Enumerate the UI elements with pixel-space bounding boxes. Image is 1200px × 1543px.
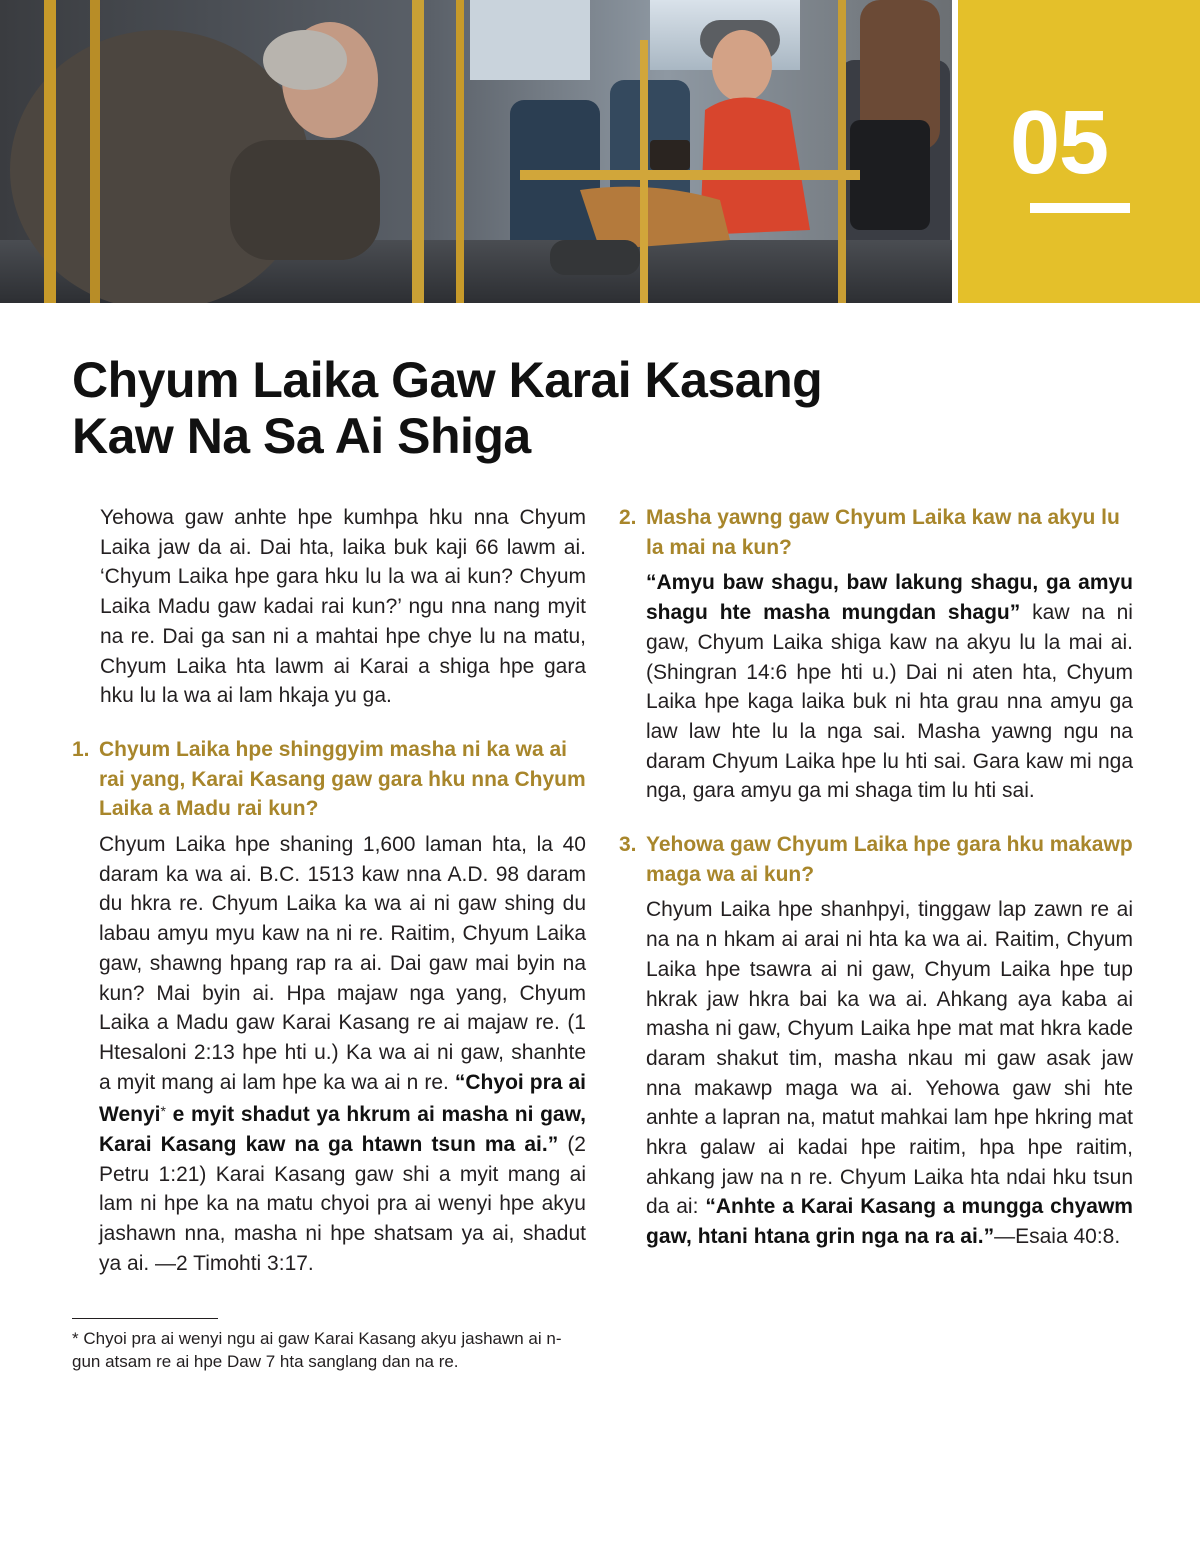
question-number: 1. — [72, 737, 90, 761]
lesson-number-underline — [1030, 203, 1130, 213]
right-column — [619, 503, 1133, 1252]
page-title — [72, 352, 952, 464]
intro-paragraph: Yehowa gaw anhte hpe kumhpa hku nna Chyum Laika jaw da ai. Dai hta, laika buk kaji 66 lawm ai. ‘Chyum Laika hpe gara hku lu la wa ai kun? Chyum Laika Madu gaw kadai rai kun?’ ngu nna nang myit na re. Dai ga san ni a mahtai hpe chye lu na matu, Chyum Laika hta lawm ai Karai a shiga hpe gara hku lu la wa ai lam hkaja yu ga. — [100, 506, 586, 708]
answer-text: Chyum Laika hpe shanhpyi, tinggaw lap zawn re ai na na n hkam ai arai ni hta ka wa ai. Raitim, Chyum Laika hpe tsawra ai ni gaw, Chyum Laika hpe tup hkrak jaw hkra bai ka wa ai. Ahkang aya kaba ai masha ni gaw, Chyum Laika hpe mat mat hkra kade daram shakut tim, masha nkau mi gaw asak jaw nna makawp maga wa ai. Yehowa gaw shi hte anhte a lapran na, matut mahkai lam hpe hkring mat hkra galaw ai kadai hpe raitim, hpa hpe raitim, ahkang jaw na n re. Chyum Laika hta ndai hku tsun da ai: — [646, 898, 1133, 1219]
answer-1 — [72, 830, 586, 1279]
footnote-mark: * — [72, 1329, 79, 1348]
answer-text: Chyum Laika hpe shaning 1,600 laman hta, la 40 daram ka wa ai. B.C. 1513 kaw nna A.D. 98 daram du hkra re. Chyum Laika ka wa ai ni gaw shing du labau amyu myu kaw na ni re. Raitim, Chyum Laika gaw, shawng hpang rap ra ai. Dai gaw mai byin na kun? Mai byin ai. Hpa majaw nga yang, Chyum Laika a Madu gaw Karai Kasang re ai majaw re. (1 Htesaloni 2:13 hpe hti u.) Ka wa ai ni gaw, shanhte a myit mang ai lam hpe ka wa ai n re. — [99, 833, 586, 1094]
left-column — [72, 503, 586, 1279]
footnote — [72, 1327, 587, 1373]
page-title-line2: Kaw Na Sa Ai Shiga — [72, 408, 531, 464]
question-text: Chyum Laika hpe shinggyim masha ni ka wa ai rai yang, Karai Kasang gaw gara hku nna Chyum Laika a Madu rai kun? — [99, 737, 586, 821]
question-number: 3. — [619, 833, 637, 857]
footnote-divider — [72, 1318, 218, 1319]
answer-text-cont: (2 Petru 1:21) Karai Kasang gaw shi a myit mang ai lam ni hpe ka na matu chyoi pra ai wenyi hpe akyu jashawn nna, masha ni hpe shatsam ya ai, shadut ya ai. —2 Timohti 3:17. — [99, 1133, 586, 1275]
footnote-mark: * — [160, 1103, 166, 1120]
answer-citation: —Esaia 40:8. — [994, 1225, 1121, 1249]
answer-quote-cont: e myit shadut ya hkrum ai masha ni gaw, Karai Kasang kaw na ga htawn tsun ma ai.” — [99, 1103, 586, 1157]
answer-3 — [619, 895, 1133, 1251]
answer-quote: “Chyoi pra ai Wenyi — [99, 1070, 586, 1127]
question-text: Yehowa gaw Chyum Laika hpe gara hku makawp maga wa ai kun? — [646, 833, 1133, 886]
question-text: Masha yawng gaw Chyum Laika kaw na akyu lu la mai na kun? — [646, 506, 1120, 559]
bus-interior-photo — [0, 0, 952, 303]
page-title-line1: Chyum Laika Gaw Karai Kasang — [72, 352, 823, 408]
hero-photo — [0, 0, 952, 303]
answer-quote: “Amyu baw shagu, baw lakung shagu, ga amyu shagu hte masha mungdan shagu” — [646, 571, 1133, 625]
question-3 — [619, 830, 1133, 889]
answer-text: kaw na ni gaw, Chyum Laika shiga kaw na akyu lu la mai ai. (Shingran 14:6 hpe hti u.) Dai ni aten hta, Chyum Laika hpe kaga laika buk ni hta grau nna amyu ga law law hte lu la nga sai. Masha yawng ngu na daram Chyum Laika hpe lu hti sai. Gara kaw mi nga nga, gara amyu ga mi shaga tim lu hti sai. — [646, 601, 1133, 803]
answer-2 — [619, 568, 1133, 806]
question-1 — [72, 735, 586, 824]
question-number: 2. — [619, 506, 637, 529]
lesson-number: 05 — [1010, 93, 1109, 193]
footnote-text: Chyoi pra ai wenyi ngu ai gaw Karai Kasang akyu jashawn ai n-gun atsam re ai hpe Daw 7 hta sanglang dan na re. — [72, 1329, 562, 1371]
question-2 — [619, 503, 1133, 562]
answer-quote: “Anhte a Karai Kasang a mungga chyawm gaw, htani htana grin nga na ra ai.” — [646, 1195, 1133, 1249]
lesson-number-panel — [958, 0, 1200, 303]
